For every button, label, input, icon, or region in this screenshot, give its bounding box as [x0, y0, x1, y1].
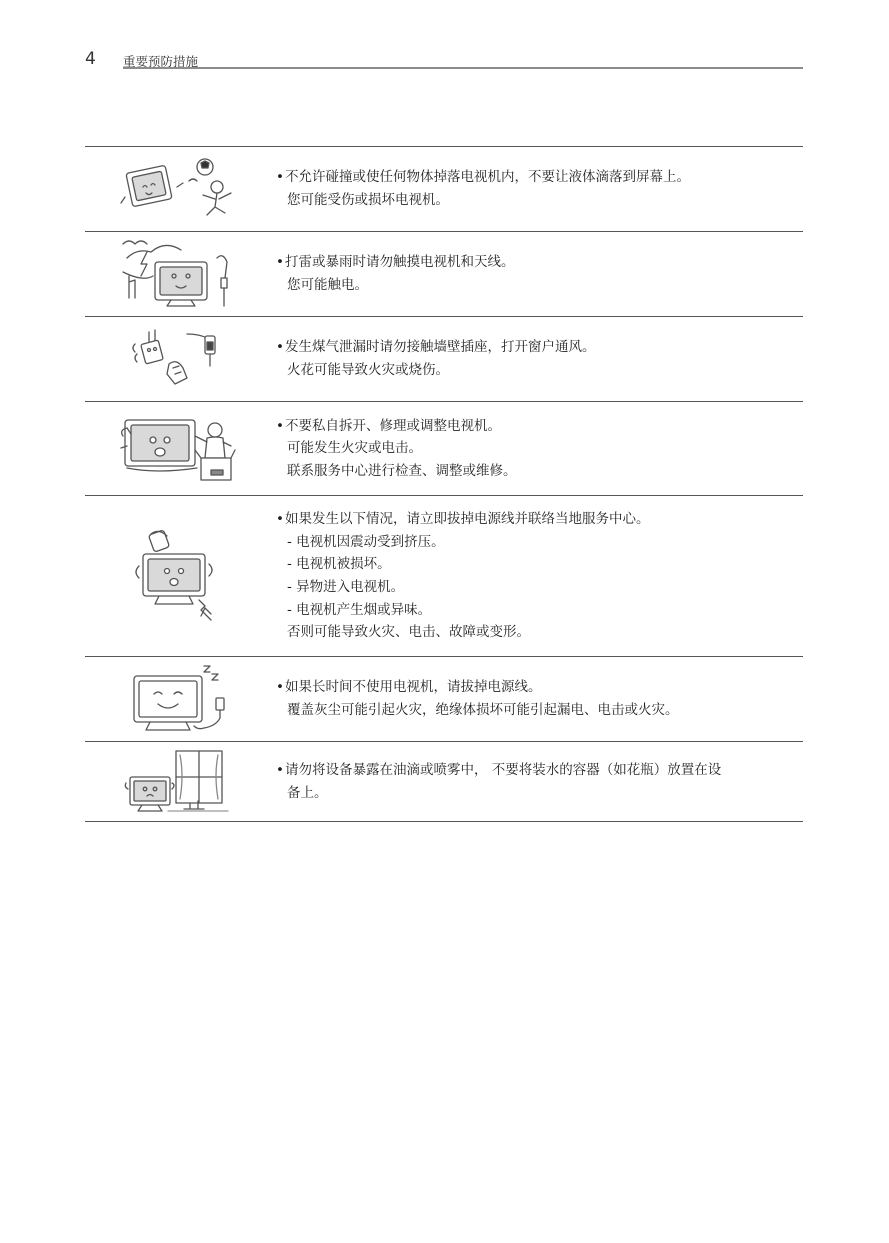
- precaution-row: [85, 657, 803, 742]
- precaution-line: 您可能触电。: [287, 277, 368, 293]
- precaution-line: - 电视机被损坏。: [287, 556, 391, 573]
- header-rule: [123, 67, 803, 69]
- precaution-text: [273, 402, 803, 495]
- precaution-line: • 请勿将设备暴露在油滴或喷雾中， 不要将装水的容器（如花瓶）放置在设: [276, 761, 722, 778]
- tv-lightning-antenna-illustration: [85, 232, 273, 316]
- tv-sleeping-unplugged-illustration: [85, 657, 273, 741]
- precaution-row: [85, 402, 803, 496]
- precaution-row: [85, 317, 803, 402]
- precaution-line: • 不允许碰撞或使任何物体掉落电视机内，不要让液体滴落到屏幕上。: [276, 169, 690, 186]
- precaution-line: 覆盖灰尘可能引起火灾，绝缘体损坏可能引起漏电、电击或火灾。: [287, 702, 679, 718]
- precaution-line: - 电视机因震动受到挤压。: [287, 533, 445, 550]
- precaution-text: [273, 147, 803, 231]
- precaution-line: 联系服务中心进行检查、调整或维修。: [287, 462, 517, 479]
- precaution-line: 火花可能导致火灾或烧伤。: [287, 362, 449, 378]
- precaution-line: • 发生煤气泄漏时请勿接触墙壁插座，打开窗户通风。: [276, 339, 596, 356]
- precaution-line: 您可能受伤或损坏电视机。: [287, 192, 449, 208]
- precaution-line: • 不要私自拆开、修理或调整电视机。: [276, 417, 501, 434]
- precaution-text: [273, 232, 803, 316]
- gas-leak-plug-illustration: [85, 317, 273, 401]
- precaution-text: [273, 496, 803, 656]
- page-number: 4: [85, 49, 96, 69]
- section-title: 重要预防措施: [123, 54, 199, 69]
- precautions-table: [85, 146, 803, 822]
- precaution-row: [85, 742, 803, 822]
- tv-window-spray-illustration: [85, 742, 273, 821]
- precaution-row: [85, 496, 803, 657]
- precaution-text: [273, 657, 803, 741]
- precaution-line: - 电视机产生烟或异味。: [287, 601, 432, 618]
- precaution-line: - 异物进入电视机。: [287, 579, 405, 595]
- precaution-row: [85, 232, 803, 317]
- precaution-line: • 打雷或暴雨时请勿触摸电视机和天线。: [276, 254, 515, 271]
- tv-disassembly-illustration: [85, 402, 273, 495]
- precaution-line: 可能发生火灾或电击。: [287, 440, 422, 457]
- tv-damaged-spark-illustration: [85, 496, 273, 656]
- precaution-line: • 如果发生以下情况，请立即拔掉电源线并联络当地服务中心。: [276, 511, 650, 528]
- precaution-row: [85, 147, 803, 232]
- precaution-line: 否则可能导致火灾、电击、故障或变形。: [287, 624, 530, 641]
- page-header: [85, 49, 803, 69]
- precaution-text: [273, 742, 803, 821]
- precaution-line: • 如果长时间不使用电视机，请拔掉电源线。: [276, 679, 542, 696]
- precaution-text: [273, 317, 803, 401]
- tv-ball-kid-illustration: [85, 147, 273, 231]
- precaution-line: 备上。: [287, 784, 328, 801]
